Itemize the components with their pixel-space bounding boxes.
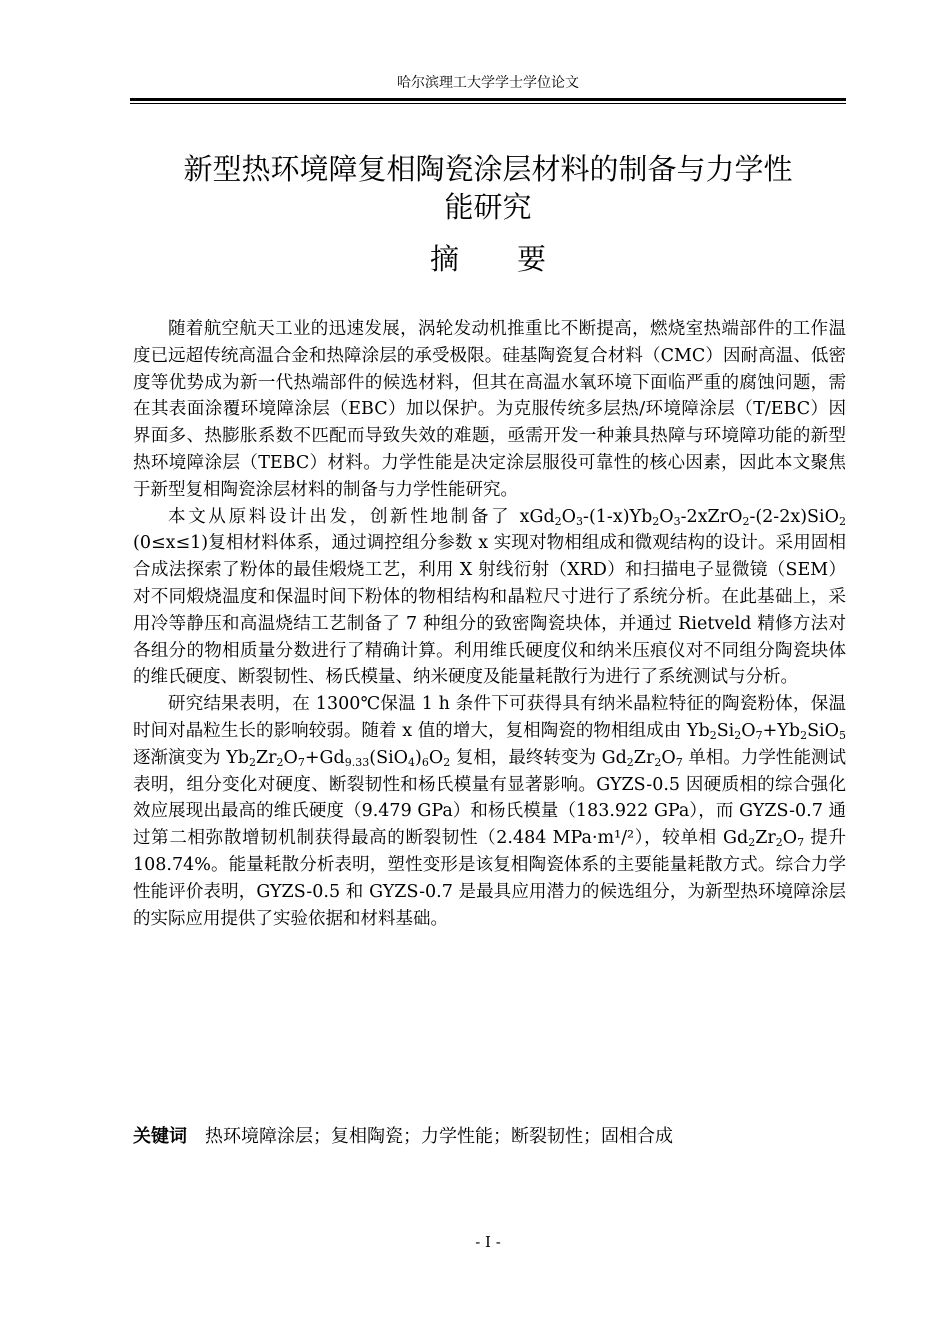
thesis-title	[130, 150, 846, 226]
keywords-label: 关键词	[133, 1126, 187, 1147]
running-header: 哈尔滨理工大学学士学位论文	[397, 75, 579, 91]
abstract-paragraph-1: 随着航空航天工业的迅速发展，涡轮发动机推重比不断提高，燃烧室热端部件的工作温度已远超传统高温合金和热障涂层的承受极限。硅基陶瓷复合材料（CMC）因耐高温、低密度等优势成为新一代热端部件的候选材料，但其在高温水氧环境下面临严重的腐蚀问题，需在其表面涂覆环境障涂层（EBC）加以保护。为克服传统多层热/环境障涂层（T/EBC）因界面多、热膨胀系数不匹配而导致失效的难题，亟需开发一种兼具热障与环境障功能的新型热环境障涂层（TEBC）材料。力学性能是决定涂层服役可靠性的核心因素，因此本文聚焦于新型复相陶瓷涂层材料的制备与力学性能研究。	[133, 319, 846, 500]
thesis-title-line2: 能研究	[444, 190, 532, 224]
keywords-line	[133, 1124, 846, 1150]
header-rule-thin	[130, 103, 846, 104]
abstract-heading: 摘要	[429, 242, 604, 276]
thesis-title-line1: 新型热环境障复相陶瓷涂层材料的制备与力学性	[183, 152, 793, 186]
keywords-text: 热环境障涂层；复相陶瓷；力学性能；断裂韧性；固相合成	[205, 1126, 673, 1147]
abstract-paragraph-3: 研究结果表明，在 1300℃保温 1 h 条件下可获得具有纳米晶粒特征的陶瓷粉体，保温时间对晶粒生长的影响较弱。随着 x 值的增大，复相陶瓷的物相组成由 $Yb_2Si_2O_7+Yb_2SiO_5$ 逐渐演变为 $Yb_2Zr_2O_7+Gd_{9.33}(SiO_4)_6O_2$ 复相，最终转变为 $Gd_2Zr_2O_7$ 单相。力学性能测试表明，组分变化对硬度、断裂韧性和杨氏模量有显著影响。GYZS-0.5 因硬质相的综合强化效应展现出最高的维氏硬度（9.479 GPa）和杨氏模量（183.922 GPa），而 GYZS-0.7 通过第二相弥散增韧机制获得最高的断裂韧性（2.484 MPa·m¹/²），较单相 $Gd_2Zr_2O_7$ 提升 108.74%。能量耗散分析表明，塑性变形是该复相陶瓷体系的主要能量耗散方式。综合力学性能评价表明，GYZS-0.5 和 GYZS-0.7 是最具应用潜力的候选组分，为新型热环境障涂层的实际应用提供了实验依据和材料基础。	[133, 694, 847, 929]
abstract-body	[133, 316, 846, 932]
abstract-paragraph-2: 本文从原料设计出发，创新性地制备了 $xGd_2O_3-(1-x)Yb_2O_3-2xZrO_2-(2-2x)SiO_2$ (0≤x≤1)复相材料体系，通过调控组分参数 x 实现对物相组成和微观结构的设计。采用固相合成法探索了粉体的最佳煅烧工艺，利用 X 射线衍射（XRD）和扫描电子显微镜（SEM）对不同煅烧温度和保温时间下粉体的物相结构和晶粒尺寸进行了系统分析。在此基础上，采用冷等静压和高温烧结工艺制备了 7 种组分的致密陶瓷块体，并通过 Rietveld 精修方法对各组分的物相质量分数进行了精确计算。利用维氏硬度仪和纳米压痕仪对不同组分陶瓷块体的维氏硬度、断裂韧性、杨氏模量、纳米硬度及能量耗散行为进行了系统测试与分析。	[133, 506, 846, 688]
page-number: - I -	[475, 1233, 501, 1251]
header-rule-thick	[130, 98, 846, 101]
